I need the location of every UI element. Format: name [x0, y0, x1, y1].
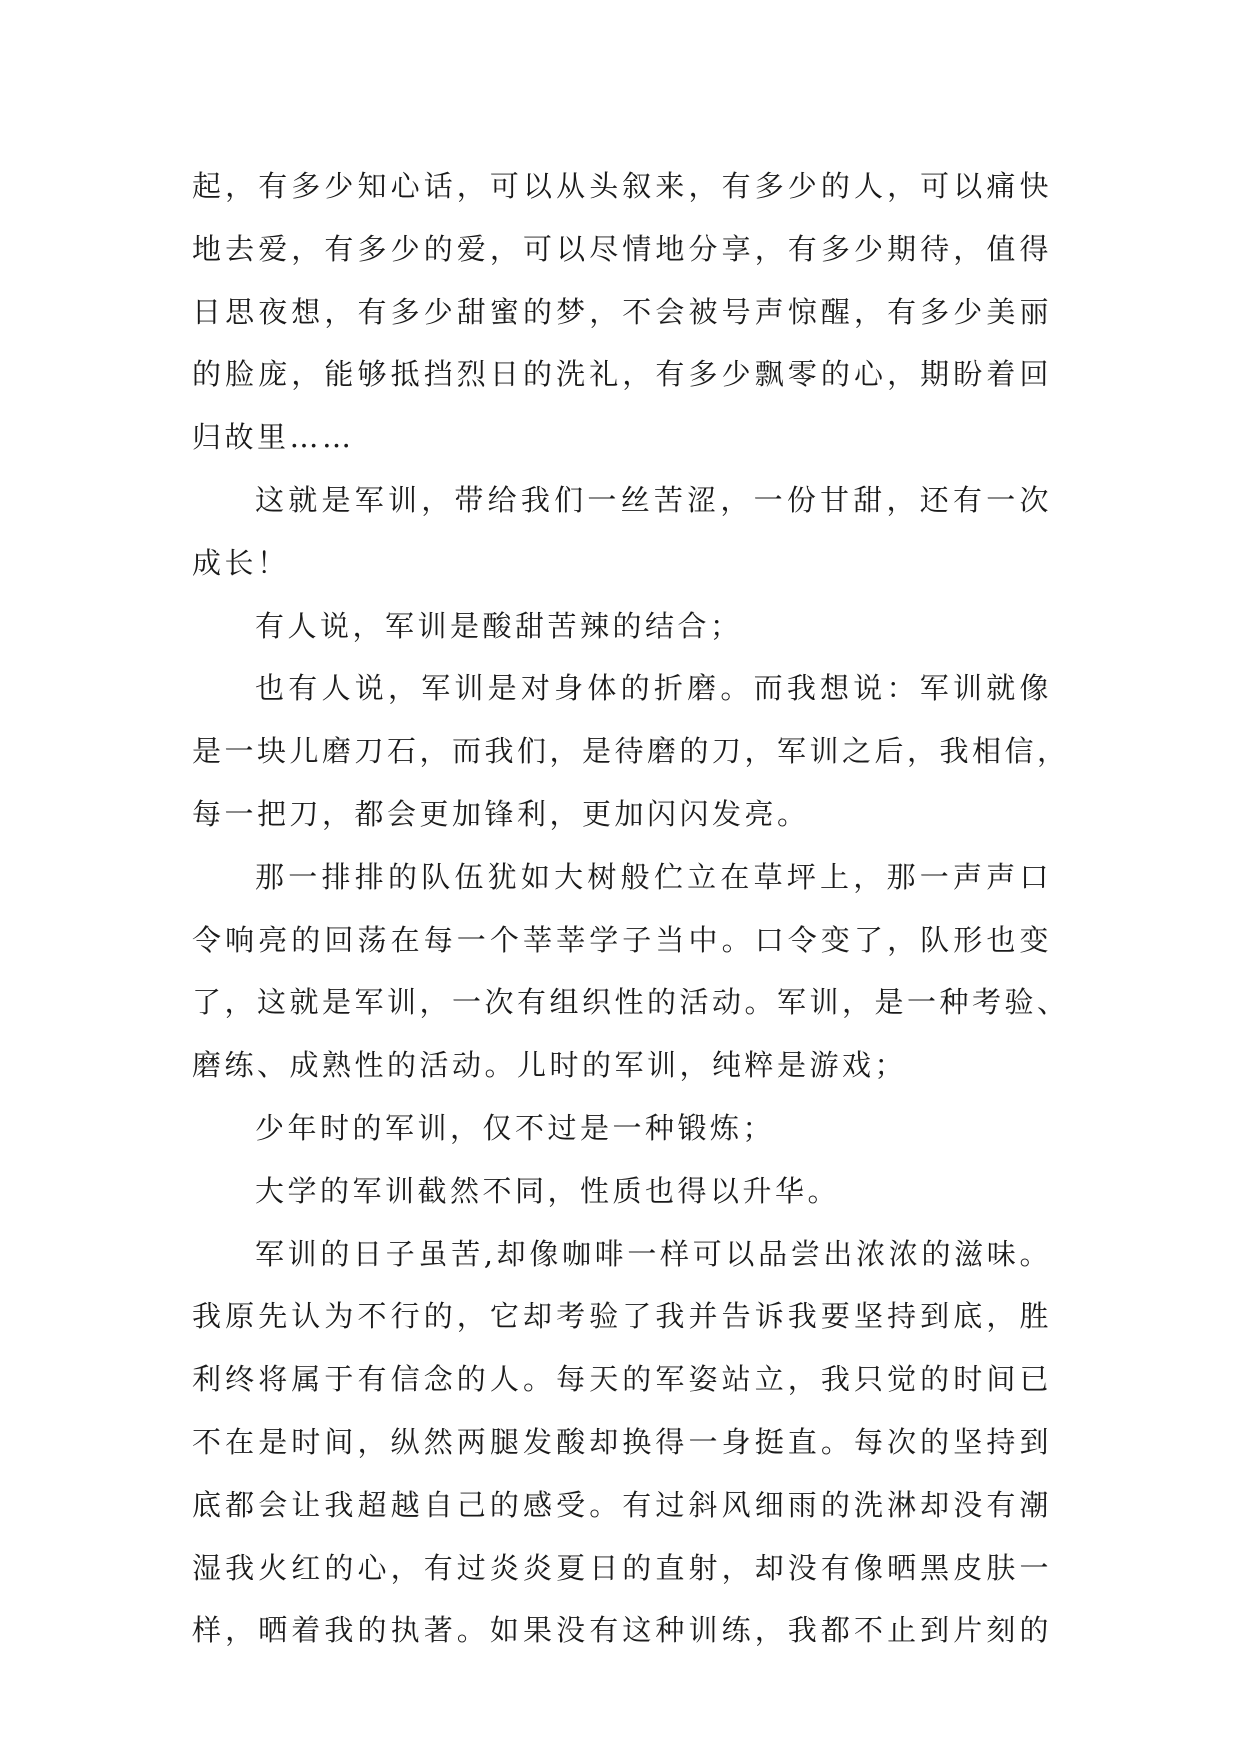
text-line: 起，有多少知心话，可以从头叙来，有多少的人，可以痛快	[192, 169, 1052, 203]
text-line: 利终将属于有信念的人。每天的军姿站立，我只觉的时间已	[192, 1362, 1052, 1397]
text-line: 样，晒着我的执著。如果没有这种训练，我都不止到片刻的	[192, 1613, 1052, 1648]
text-line: 这就是军训，带给我们一丝苦涩，一份甘甜，还有一次	[255, 482, 1052, 517]
text-line: 少年时的军训，仅不过是一种锻炼；	[255, 1110, 776, 1145]
text-line: 令响亮的回荡在每一个莘莘学子当中。口令变了，队形也变	[192, 922, 1052, 957]
text-line: 那一排排的队伍犹如大树般伫立在草坪上，那一声声口	[255, 859, 1052, 894]
text-line: 也有人说，军训是对身体的折磨。而我想说：军训就像	[255, 671, 1052, 706]
text-line: 磨练、成熟性的活动。儿时的军训，纯粹是游戏；	[192, 1048, 908, 1083]
text-line: 日思夜想，有多少甜蜜的梦，不会被号声惊醒，有多少美丽	[192, 294, 1052, 329]
document-body	[192, 155, 1070, 1662]
text-line: 不在是时间，纵然两腿发酸却换得一身挺直。每次的坚持到	[192, 1424, 1052, 1459]
text-line: 地去爱，有多少的爱，可以尽情地分享，有多少期待，值得	[192, 231, 1052, 266]
text-line: 底都会让我超越自己的感受。有过斜风细雨的洗淋却没有潮	[192, 1487, 1052, 1522]
text-line: 成长！	[192, 545, 290, 580]
text-line: 每一把刀，都会更加锋利，更加闪闪发亮。	[192, 796, 810, 831]
text-line: 的脸庞，能够抵挡烈日的洗礼，有多少飘零的心，期盼着回	[192, 357, 1052, 392]
text-line: 军训的日子虽苦,却像咖啡一样可以品尝出浓浓的滋味。	[255, 1236, 1052, 1271]
text-line: 我原先认为不行的，它却考验了我并告诉我要坚持到底，胜	[192, 1299, 1052, 1334]
text-line: 湿我火红的心，有过炎炎夏日的直射，却没有像晒黑皮肤一	[192, 1550, 1052, 1585]
text-line: 了，这就是军训，一次有组织性的活动。军训，是一种考验、	[192, 985, 1070, 1020]
text-line: 是一块儿磨刀石，而我们，是待磨的刀，军训之后，我相信，	[192, 734, 1070, 769]
text-line: 有人说，军训是酸甜苦辣的结合；	[255, 608, 743, 643]
text-line: 归故里……	[192, 420, 355, 455]
text-line: 大学的军训截然不同，性质也得以升华。	[255, 1173, 841, 1208]
